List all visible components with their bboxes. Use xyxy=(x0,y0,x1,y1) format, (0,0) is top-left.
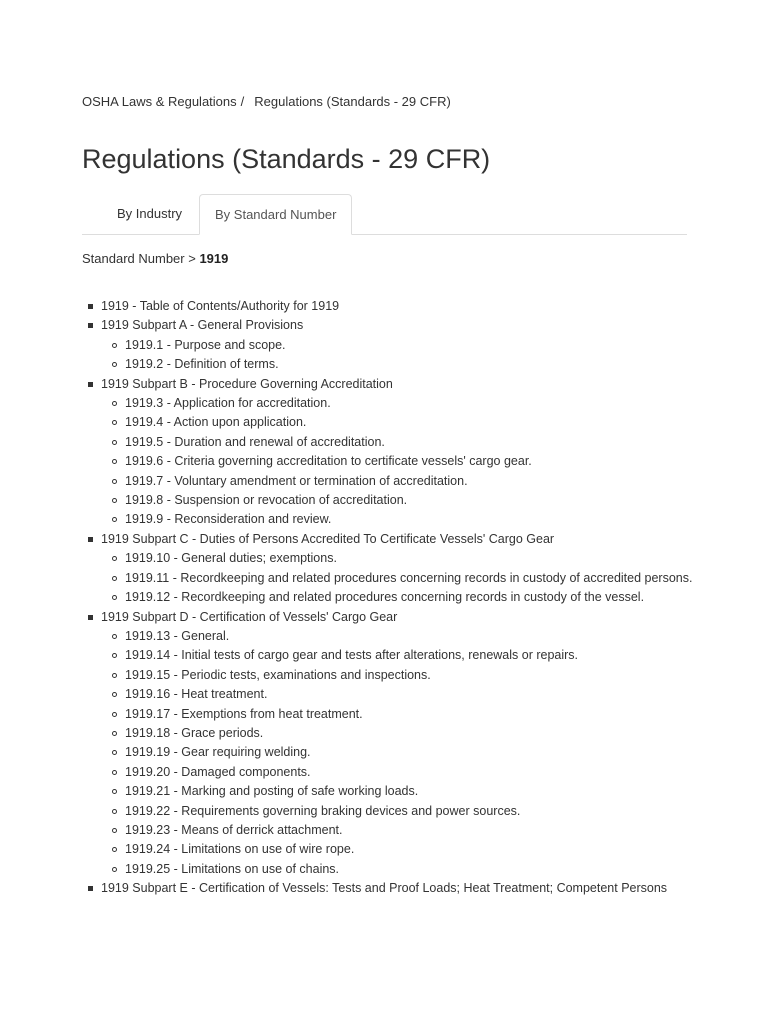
toc-sublink[interactable]: 1919.18 - Grace periods. xyxy=(125,725,264,740)
toc-subitem xyxy=(125,646,701,665)
toc-sublink[interactable]: 1919.23 - Means of derrick attachment. xyxy=(125,822,343,837)
breadcrumb-separator: / xyxy=(240,94,245,109)
toc-sublink[interactable]: 1919.4 - Action upon application. xyxy=(125,415,307,430)
toc-subitem xyxy=(125,666,701,685)
toc-link[interactable]: 1919 Subpart D - Certification of Vessels' Cargo Gear xyxy=(101,609,398,624)
toc-sublink[interactable]: 1919.20 - Damaged components. xyxy=(125,764,311,779)
tab-bar xyxy=(82,194,687,235)
toc-subitem xyxy=(125,627,701,646)
breadcrumb-regulations[interactable]: Regulations (Standards - 29 CFR) xyxy=(254,94,451,109)
toc-sublink[interactable]: 1919.14 - Initial tests of cargo gear and tests after alterations, renewals or repairs. xyxy=(125,648,579,663)
toc-sublink[interactable]: 1919.9 - Reconsideration and review. xyxy=(125,512,332,527)
breadcrumb-osha-laws[interactable]: OSHA Laws & Regulations xyxy=(82,94,237,109)
toc-sublist xyxy=(101,336,701,375)
toc-subitem xyxy=(125,336,701,355)
toc-item xyxy=(101,375,701,530)
toc-item xyxy=(101,879,701,898)
toc-sublist xyxy=(101,394,701,530)
toc-sublink[interactable]: 1919.24 - Limitations on use of wire rope. xyxy=(125,842,355,857)
toc-sublink[interactable]: 1919.8 - Suspension or revocation of accreditation. xyxy=(125,493,408,508)
toc-sublist xyxy=(101,627,701,879)
toc-subitem xyxy=(125,569,701,588)
tab-by-standard-number[interactable]: By Standard Number xyxy=(199,194,352,235)
toc-subitem xyxy=(125,782,701,801)
toc-sublink[interactable]: 1919.10 - General duties; exemptions. xyxy=(125,551,337,566)
toc-item xyxy=(101,297,701,316)
toc-link[interactable]: 1919 - Table of Contents/Authority for 1919 xyxy=(101,299,340,313)
toc-link[interactable]: 1919 Subpart C - Duties of Persons Accredited To Certificate Vessels' Cargo Gear xyxy=(101,531,555,546)
toc-item xyxy=(101,608,701,880)
toc-sublink[interactable]: 1919.5 - Duration and renewal of accreditation. xyxy=(125,434,385,449)
toc-sublink[interactable]: 1919.13 - General. xyxy=(125,628,230,643)
toc-subitem xyxy=(125,821,701,840)
toc-subitem xyxy=(125,355,701,374)
toc-subitem xyxy=(125,840,701,859)
toc-sublist xyxy=(101,549,701,607)
toc-subitem xyxy=(125,472,701,491)
toc-sublink[interactable]: 1919.6 - Criteria governing accreditation to certificate vessels' cargo gear. xyxy=(125,454,532,469)
toc-subitem xyxy=(125,743,701,762)
toc-subitem xyxy=(125,724,701,743)
toc-sublink[interactable]: 1919.11 - Recordkeeping and related procedures concerning records in custody of accredited persons. xyxy=(125,570,693,585)
tab-by-industry[interactable]: By Industry xyxy=(117,206,183,221)
toc-sublink[interactable]: 1919.3 - Application for accreditation. xyxy=(125,396,331,411)
toc-link[interactable]: 1919 Subpart E - Certification of Vessels: Tests and Proof Loads; Heat Treatment; Competent Persons xyxy=(101,881,668,896)
toc-link[interactable]: 1919 Subpart A - General Provisions xyxy=(101,318,304,333)
toc-item xyxy=(101,530,701,608)
toc-subitem xyxy=(125,510,701,529)
toc-subitem xyxy=(125,394,701,413)
toc-sublink[interactable]: 1919.7 - Voluntary amendment or termination of accreditation. xyxy=(125,473,468,488)
toc-subitem xyxy=(125,763,701,782)
toc-sublink[interactable]: 1919.25 - Limitations on use of chains. xyxy=(125,861,340,876)
toc-subitem xyxy=(125,802,701,821)
standard-number-crumb xyxy=(82,251,228,266)
toc-subitem xyxy=(125,685,701,704)
toc-link[interactable]: 1919 Subpart B - Procedure Governing Accreditation xyxy=(101,376,393,391)
toc-sublink[interactable]: 1919.1 - Purpose and scope. xyxy=(125,337,286,352)
toc-subitem xyxy=(125,549,701,568)
toc-subitem xyxy=(125,413,701,432)
toc-subitem xyxy=(125,860,701,879)
toc-sublink[interactable]: 1919.2 - Definition of terms. xyxy=(125,357,279,372)
toc-sublink[interactable]: 1919.15 - Periodic tests, examinations and inspections. xyxy=(125,667,431,682)
toc-sublink[interactable]: 1919.21 - Marking and posting of safe working loads. xyxy=(125,784,419,799)
toc-subitem xyxy=(125,588,701,607)
toc-sublink[interactable]: 1919.16 - Heat treatment. xyxy=(125,687,268,702)
toc-sublink[interactable]: 1919.19 - Gear requiring welding. xyxy=(125,745,311,760)
toc-sublink[interactable]: 1919.17 - Exemptions from heat treatment. xyxy=(125,706,363,721)
toc-subitem xyxy=(125,491,701,510)
toc-subitem xyxy=(125,433,701,452)
toc-subitem xyxy=(125,452,701,471)
page-title: Regulations (Standards - 29 CFR) xyxy=(82,144,491,174)
toc-subitem xyxy=(125,705,701,724)
standard-number-prefix: Standard Number > xyxy=(82,251,200,266)
toc-item xyxy=(101,316,701,374)
standards-toc-list xyxy=(82,297,701,899)
toc-sublink[interactable]: 1919.22 - Requirements governing braking devices and power sources. xyxy=(125,803,521,818)
standard-number-current: 1919 xyxy=(199,251,229,266)
toc-sublink[interactable]: 1919.12 - Recordkeeping and related procedures concerning records in custody of the vessel. xyxy=(125,590,645,605)
breadcrumb xyxy=(82,94,451,109)
